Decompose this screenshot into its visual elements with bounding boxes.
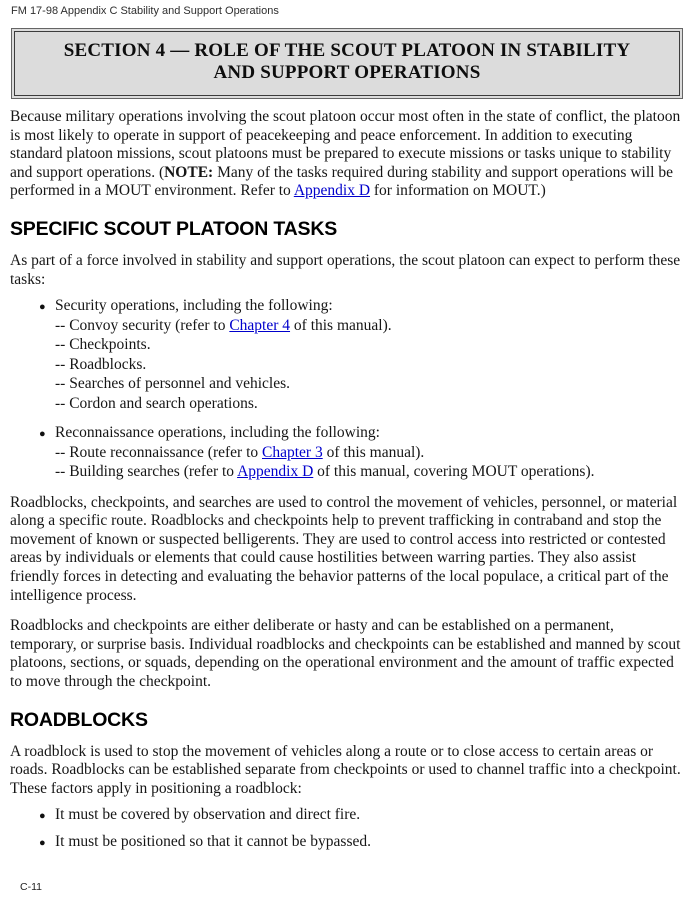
list-item xyxy=(10,355,684,375)
heading-roadblocks: ROADBLOCKS xyxy=(10,708,148,731)
section-title-line-1: SECTION 4 — ROLE OF THE SCOUT PLATOON IN STABILITY xyxy=(63,40,631,61)
list-item xyxy=(10,423,684,443)
section-title-box xyxy=(14,31,680,96)
list-item xyxy=(10,832,684,852)
page-number: C-11 xyxy=(20,881,42,893)
intro-paragraph xyxy=(10,108,684,201)
list-item xyxy=(10,335,684,355)
tasks-lead-paragraph: As part of a force involved in stability and support operations, the scout platoon can expect to perform these tasks: xyxy=(10,251,681,288)
control-paragraph: Roadblocks, checkpoints, and searches are used to control the movement of vehicles, personnel, or material along a specific route. Roadblocks and checkpoints help to prevent trafficking in contraband and stop the movement of known or suspected belligerents. They are used to control access into restricted or contested areas by individuals or elements that could cause hostilities between warring parties. They also assist friendly forces in detecting and evaluating the behavior patterns of the local populace, a critical part of the intelligence process. xyxy=(10,493,678,604)
note-label: NOTE: xyxy=(164,163,214,181)
checkpoints-text: -- Checkpoints. xyxy=(55,336,151,354)
roadblocks-lead-paragraph: A roadblock is used to stop the movement of vehicles along a route or to close access to certain areas or roads. Roadblocks can be established separate from checkpoints or used to channel traffic into a checkpoint. These factors apply in positioning a roadblock: xyxy=(10,742,681,797)
heading-specific-scout-platoon-tasks: SPECIFIC SCOUT PLATOON TASKS xyxy=(10,217,338,240)
building-searches-text: -- Building searches (refer to xyxy=(55,463,238,481)
intro-text-after-note: Many of the tasks required during stability and support operations will be performed in a MOUT environment. Refer to xyxy=(10,163,673,200)
recon-operations-label: Reconnaissance operations, including the following: xyxy=(55,424,380,442)
recon-operations-group xyxy=(10,423,684,482)
bullet-icon xyxy=(39,423,46,445)
section-title-line-2: AND SUPPORT OPERATIONS xyxy=(213,62,481,83)
roadblock-factor-text: It must be positioned so that it cannot be bypassed. xyxy=(55,832,371,850)
list-item xyxy=(10,316,684,336)
list-item xyxy=(10,394,684,414)
intro-text-after-link: for information on MOUT.) xyxy=(370,182,546,200)
link-appendix-d-intro[interactable]: Appendix D xyxy=(293,182,371,200)
list-item xyxy=(10,296,684,316)
route-recon-text: -- Route reconnaissance (refer to xyxy=(55,443,262,461)
convoy-security-text: -- Convoy security (refer to xyxy=(55,316,230,334)
list-item xyxy=(10,805,684,825)
roadblocks-text: -- Roadblocks. xyxy=(55,355,147,373)
document-content xyxy=(10,27,684,851)
link-chapter-4[interactable]: Chapter 4 xyxy=(229,316,291,334)
convoy-security-text-post: of this manual). xyxy=(290,316,392,334)
route-recon-text-post: of this manual). xyxy=(322,443,425,461)
bullet-icon xyxy=(39,832,46,854)
roadblock-factors-list xyxy=(10,805,684,851)
security-operations-group xyxy=(10,296,684,413)
list-item xyxy=(10,462,684,482)
security-operations-label: Security operations, including the following: xyxy=(55,297,333,315)
document-header: FM 17-98 Appendix C Stability and Support Operations xyxy=(11,5,279,17)
building-searches-text-post: of this manual, covering MOUT operations). xyxy=(313,463,595,481)
list-item xyxy=(10,443,684,463)
intro-text: Because military operations involving the scout platoon occur most often in the state of conflict, the platoon is most likely to operate in support of peacekeeping and peace enforcement. In addition to executing standard platoon missions, scout platoons must be prepared to execute missions or tasks unique to stability and support operations. ( xyxy=(10,108,681,181)
list-item xyxy=(10,374,684,394)
bullet-icon xyxy=(39,805,46,827)
searches-text: -- Searches of personnel and vehicles. xyxy=(55,375,290,393)
roadblock-factor-text: It must be covered by observation and direct fire. xyxy=(55,806,361,824)
bullet-icon xyxy=(39,296,46,318)
link-chapter-3[interactable]: Chapter 3 xyxy=(262,443,323,461)
link-appendix-d-building[interactable]: Appendix D xyxy=(237,463,314,481)
cordon-text: -- Cordon and search operations. xyxy=(55,394,258,412)
deliberate-hasty-paragraph: Roadblocks and checkpoints are either deliberate or hasty and can be established on a permanent, temporary, or surprise basis. Individual roadblocks and checkpoints can be established and manned by scout platoons, sections, or squads, depending on the operational environment and the amount of traffic expected to move through the checkpoint. xyxy=(10,617,681,690)
